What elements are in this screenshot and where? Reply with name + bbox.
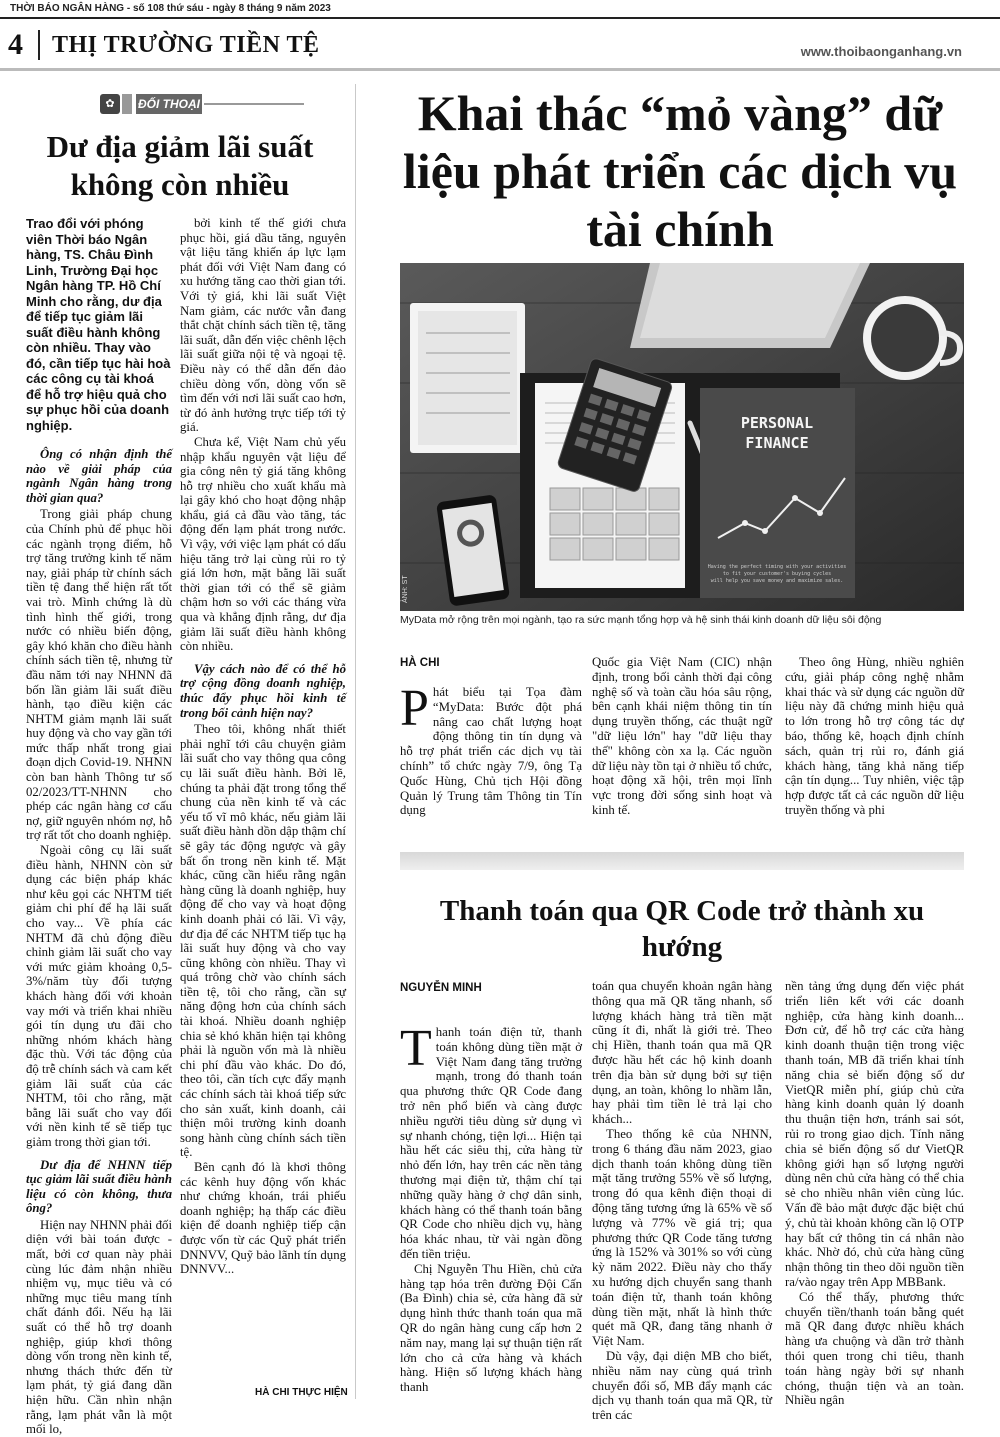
qr-column-3 [785,979,964,1408]
column-divider [355,84,356,1399]
header-rule [0,68,1000,71]
interview-paragraph: Hiện nay NHNN phải đối diện với bài toán được - mất, bởi cơ quan này phải cùng lúc đảm nhận nhiều nhiệm vụ, mục tiêu và có những mục tiêu mang tính chất đánh đổi. Nếu hạ lãi suất có thể hỗ trợ doanh nghiệp, giúp khơi thông dòng vốn trong nền kinh tế, nhưng thách thức đến từ lạm phát, tỷ giá đang dần hiện hữu. Cần nhìn nhận rằng, lạm phát vẫn là một mối lo, [26,1217,172,1437]
interview-question: Dư địa để NHNN tiếp tục giảm lãi suất điều hành liệu có còn không, thưa ông? [26,1157,172,1216]
svg-text:Having the perfect timing with: Having the perfect timing with your activities [707,564,847,570]
feature-lead: hát biểu tại Tọa đàm “MyData: Bước đột phá nâng cao chất lượng hoạt động thông tin tín dụng và hỗ trợ phát triển các dịch vụ tài chính” tổ chức ngày 7/9, ông Tạ Quốc Hùng, Chủ tịch Hội đồng Quản lý Trung tâm Thông tin Tín dụng [400,685,582,818]
feature-col2-text: Quốc gia Việt Nam (CIC) nhận định, trong bối cảnh thời đại công nghệ số và toàn cầu hóa sâu rộng, bên cạnh khái niệm thông tin tín dụng truyền thống, các thuật ngữ "dữ liệu lớn" hay "dữ liệu thay thế" không còn xa lạ. Các nguồn dữ liệu này tồn tại ở nhiều tổ chức, hoạt động xã hội, trên mọi lĩnh vực trong đời sống sinh hoạt và kinh tế. [592,655,772,817]
interview-title: Dư địa giảm lãi suất không còn nhiều [46,129,314,202]
interview-question: Ông có nhận định thế nào về giải pháp của ngành Ngân hàng trong thời gian qua? [26,447,172,505]
qr-lead: hanh toán điện tử, thanh toán không dùng tiền mặt ở Việt Nam đang tăng trưởng mạnh, trong đó thanh toán qua phương thức QR Code đang trở nên phổ biến và càng được nhiều người tiêu dùng sử dụng vì sự nhanh chóng, tiện lợi... Hiện tại hầu hết các siêu thị, cửa hàng từ nhỏ đến lớn, hay trên các nền tảng thương mại điện tử, thậm chí tại những quầy hàng ở chợ dân sinh, khách hàng có thể thanh toán bằng QR Code cho nhiều dịch vụ, hàng hóa khác nhau, từ vài ngàn đồng đến tiền triệu. [400,1025,582,1261]
website-link[interactable]: www.thoibaonganhang.vn [800,44,962,59]
photo-finance-text: PERSONAL [740,414,814,432]
drop-cap: P [400,680,429,737]
interview-paragraph: bởi kinh tế thế giới chưa phục hồi, giá dầu tăng, nguyên vật liệu tăng khiến áp lực lạm phát đối với Việt Nam đang có xu hướng tăng cao thời gian tới. Với tỷ giá, khi lãi suất Việt Nam giảm, các nước vẫn đang thắt chặt chính sách tiền tệ, tăng lãi suất, dẫn đến việc chênh lệch lãi suất giữa nội tệ và ngoại tệ. Điều này có thể dẫn đến đảo chiều dòng vốn, dòng vốn sẽ tìm đến với nơi lãi suất cao hơn, từ đó ảnh hưởng trực tiếp tới tỷ giá. [180,216,346,435]
interview-paragraph: Trong giải pháp chung của Chính phủ để phục hồi các ngành trọng điểm, hỗ trợ tăng trưởng kinh tế năm nay, giải pháp từ chính sách tiền tệ đang thể hiện rất tốt vai trò. Mình chứng là dù tình hình thế giới, trong nước có nhiều biến động, gây khó khăn cho điều hành chính sách tiền tệ, nhưng từ đầu năm tới nay NHNN đã bốn lần giảm lãi suất điều hành, tạo điều kiện các NHTM giảm mạnh lãi suất huy động và cho vay gần tới mức thấp nhất trong giai đoạn dịch Covid-19. NHNN còn ban hành Thông tư số 02/2023/TT-NHNN cho phép các ngân hàng cơ cấu nợ, giữ nguyên nhóm nợ, hỗ trợ rất tốt cho doanh nghiệp. [26,507,172,843]
interview-paragraph: Bên cạnh đó là khơi thông các kênh huy động vốn khác như chứng khoán, trái phiếu doanh nghiệp; hạ thấp các điều kiện để doanh nghiệp tiếp cận được vốn từ các Quỹ phát triển DNNVV, Quỹ bảo lãnh tín dụng DNNVV... [180,1160,346,1277]
interview-byline: HÀ CHI THỰC HIỆN [255,1387,348,1398]
interview-paragraph: Theo tôi, không nhất thiết phải nghĩ tới câu chuyện giảm lãi suất cho vay thông qua công cụ lãi suất điều hành. Bởi lẽ, chúng ta phải đặt trong tổng thể chung của nền kinh tế và các yếu tố vĩ mô khác, nếu giảm lãi suất điều hành dồn dập thậm chí sẽ gây tác động ngược và gây bất ổn trong nền kinh tế. Mặt khác, cũng cần hiểu rằng ngân hàng cũng là doanh nghiệp, huy động để cho vay và hoạt động kinh doanh phải có lãi. Vì vậy, dư địa để các NHTM tiếp tục hạ lãi suất huy động và cho vay cũng không còn nhiều. Thay vì quá trông chờ vào chính sách tiền tệ, tôi cho rằng, cần sự năng động hơn của chính sách tài khoá. Nhiều doanh nghiệp chia sẻ khó khăn hiện tại không phải là nguồn vốn mà là nhiều chi phí đầu vào khác. Do đó, theo tôi, cần tích cực đẩy mạnh các chính sách tài khoá tiếp sức cho sản xuất, kinh doanh, cải thiện môi trường kinh doanh song hành cùng chính sách tiền tệ. [180,722,346,1160]
section-band [400,852,964,870]
feature-photo [400,263,964,611]
interview-question: Vậy cách nào để có thể hỗ trợ cộng đồng doanh nghiệp, thúc đẩy phục hồi kinh tế trong bối cảnh hiện nay? [180,661,346,720]
interview-column-2 [180,216,346,1277]
tag-separator [122,94,132,114]
top-divider [0,17,1000,19]
tag-line [204,103,304,105]
feature-column-1 [400,680,582,818]
interview-column-1 [26,216,172,1437]
interview-col1-body [26,447,172,1437]
interview-col2-body [180,216,346,1277]
feature-column-3 [785,655,964,818]
svg-text:to fit your customer's buying: to fit your customer's buying cycles [722,571,832,577]
page-number-divider [38,30,40,60]
svg-text:will help you save money and m: will help you save money and maximize sales. [710,578,844,584]
qr-col1-para: Chị Nguyễn Thu Hiền, chủ cửa hàng tạp hóa trên đường Đội Cấn (Ba Đình) chia sẻ, cửa hàng đã sử dụng hình thức thanh toán qua mã QR do ngân hàng cung cấp hơn 2 năm nay, mang lại sự thuận tiện rất lớn cho cả cửa hàng và khách hàng. Hiện số lượng khách hàng thanh [400,1261,582,1395]
qr-column-2 [592,979,772,1423]
qr-col3-para: nền tảng ứng dụng đến việc phát triển liên kết với các doanh nghiệp, cửa hàng kinh doanh... Đơn cử, để hỗ trợ các cửa hàng kinh doanh thuận tiện trong việc thanh toán, MB đã triển khai tính năng chia sẻ biến động số dư VietQR miễn phí, giúp chủ cửa hàng kinh doanh quản lý doanh thu thuận tiện hơn, tránh sai sót, rủi ro trong giao dịch. Tính năng chia sẻ biến động số dư VietQR không giới hạn số lượng người dùng nên chủ cửa hàng có thể chia sẻ cho nhiều nhân viên cùng lúc. Vấn đề bảo mật được đặc biệt chú ý, chủ tài khoản không cần lộ OTP hay bất cứ thông tin cá nhân nào khác. Nhờ đó, chủ cửa hàng cũng nhận thông tin theo dõi nguồn tiền ra/vào ngay trên App MBBank. [785,979,964,1289]
qr-byline: NGUYỄN MINH [400,982,482,994]
dialogue-tag [100,94,304,114]
newspaper-logo-icon: ✿ [100,94,120,114]
qr-title: Thanh toán qua QR Code trở thành xu hướng [439,895,925,963]
feature-byline: HÀ CHI [400,657,440,669]
masthead: THỜI BÁO NGÂN HÀNG - số 108 thứ sáu - ngày 8 tháng 9 năm 2023 [10,3,331,14]
interview-sapo: Trao đổi với phóng viên Thời báo Ngân hàng, TS. Châu Đình Linh, Trường Đại học Ngân hàng TP. Hồ Chí Minh cho rằng, dư địa để tiếp tục giảm lãi suất điều hành không còn nhiều. Thay vào đó, cần tiếp tục hài hoà các công cụ tài khoá để hỗ trợ hiệu quả cho sự phục hồi của doanh nghiệp. [26,216,171,433]
svg-text:FINANCE: FINANCE [745,434,809,452]
qr-col2-para: toán qua chuyển khoản ngân hàng thông qua mã QR tăng nhanh, số lượng khách hàng trả tiền mặt cũng ít đi, nhất là giới trẻ. Theo chị Hiền, thanh toán qua mã QR được hầu hết các hộ kinh doanh trên địa bàn sử dụng bởi sự tiện dụng, an toàn, không lo nhầm lẫn, hay phải tìm tiền lẻ trả lại cho khách... [592,979,772,1127]
tag-label: ĐỐI THOẠI [136,94,202,114]
qr-col3-para: Có thể thấy, phương thức chuyển tiền/thanh toán bằng quét mã QR đang được nhiều khách hàng ưa chuộng và dần trở thành thói quen trong chi tiêu, thanh toán hàng ngày bởi sự nhanh chóng, thuận tiện và an toàn. Nhiều ngân [785,1289,964,1408]
qr-column-1 [400,1020,582,1395]
interview-paragraph: Chưa kể, Việt Nam chủ yếu nhập khẩu nguyên vật liệu để gia công nên tỷ giá tăng không hỗ trợ nhiều cho xuất khẩu mà lại gây khó cho hoạt động nhập khẩu, giá cả đầu vào tăng, tác động đến lạm phát trong nước. Vì vậy, với việc lạm phát có dấu hiệu tăng trở lại cùng rủi ro tỷ giá lớn hơn, mặt bằng lãi suất thời gian tới có thể sẽ giảm chậm hơn so với các tháng vừa qua và khẳng định rằng, dư địa giảm lãi suất điều hành không còn nhiều. [180,434,346,654]
feature-title: Khai thác “mỏ vàng” dữ liệu phát triển các dịch vụ tài chính [402,85,958,257]
photo-caption: MyData mở rộng trên mọi ngành, tạo ra sức mạnh tổng hợp và hệ sinh thái kinh doanh dữ liệu sôi động [400,614,882,626]
photo-credit: ẢNH: ST [402,575,409,603]
qr-col2-para: Dù vậy, đại diện MB cho biết, nhiều năm nay cùng quá trình chuyển đổi số, MB đẩy mạnh các dịch vụ thanh toán qua mã QR, từ trên các [592,1348,772,1423]
qr-col2-para: Theo thống kê của NHNN, trong 6 tháng đầu năm 2023, giao dịch thanh toán không dùng tiền mặt tăng trưởng 55% về số lượng, trong đó qua kênh điện thoại di động tăng tương ứng là 65% về số lượng và 77% về giá trị; qua phương thức QR Code tăng tương ứng là 152% và 301% so với cùng kỳ năm 2022. Điều này cho thấy xu hướng dịch chuyển sang thanh toán điện tử, thanh toán không dùng tiền mặt, nhất là hình thức quét mã QR, đang tăng nhanh ở Việt Nam. [592,1126,772,1349]
finance-desk-image [400,263,964,611]
feature-col3-text: Theo ông Hùng, nhiều nghiên cứu, giải pháp công nghệ nhằm khai thác và sử dụng các nguồn dữ liệu này đã chứng minh hiệu quả to lớn trong hỗ trợ công tác dự báo, thống kê, hoạch định chính sách, quản trị rủi ro, đánh giá khách hàng, tăng khả năng tiếp cận tín dụng... Tuy nhiên, việc tập hợp được tất cả các nguồn dữ liệu truyền thống và phi [785,655,964,817]
feature-column-2 [592,655,772,818]
section-title: THỊ TRƯỜNG TIỀN TỆ [52,32,320,58]
qr-drop-cap: T [400,1020,432,1077]
interview-paragraph: Ngoài công cụ lãi suất điều hành, NHNN còn sử dụng các biện pháp khác như kêu gọi các NHTM tiết giảm chi phí để hạ lãi suất cho vay... Về phía các NHTM đã chủ động điều chỉnh giảm lãi suất cho vay với mức giảm khoảng 0,5-3%/năm tùy đối tượng khách hàng đối với khoản vay mới và triển khai nhiều gói tín dụng ưu đãi cho những nhóm khách hàng đặc thù. Với tác động của độ trễ chính sách và cam kết giảm lãi suất của các NHTM, tôi cho rằng, mặt bằng lãi suất cho vay đối với nền kinh tế sẽ tiếp tục giảm trong thời gian tới. [26,843,172,1149]
page-number: 4 [8,28,23,61]
